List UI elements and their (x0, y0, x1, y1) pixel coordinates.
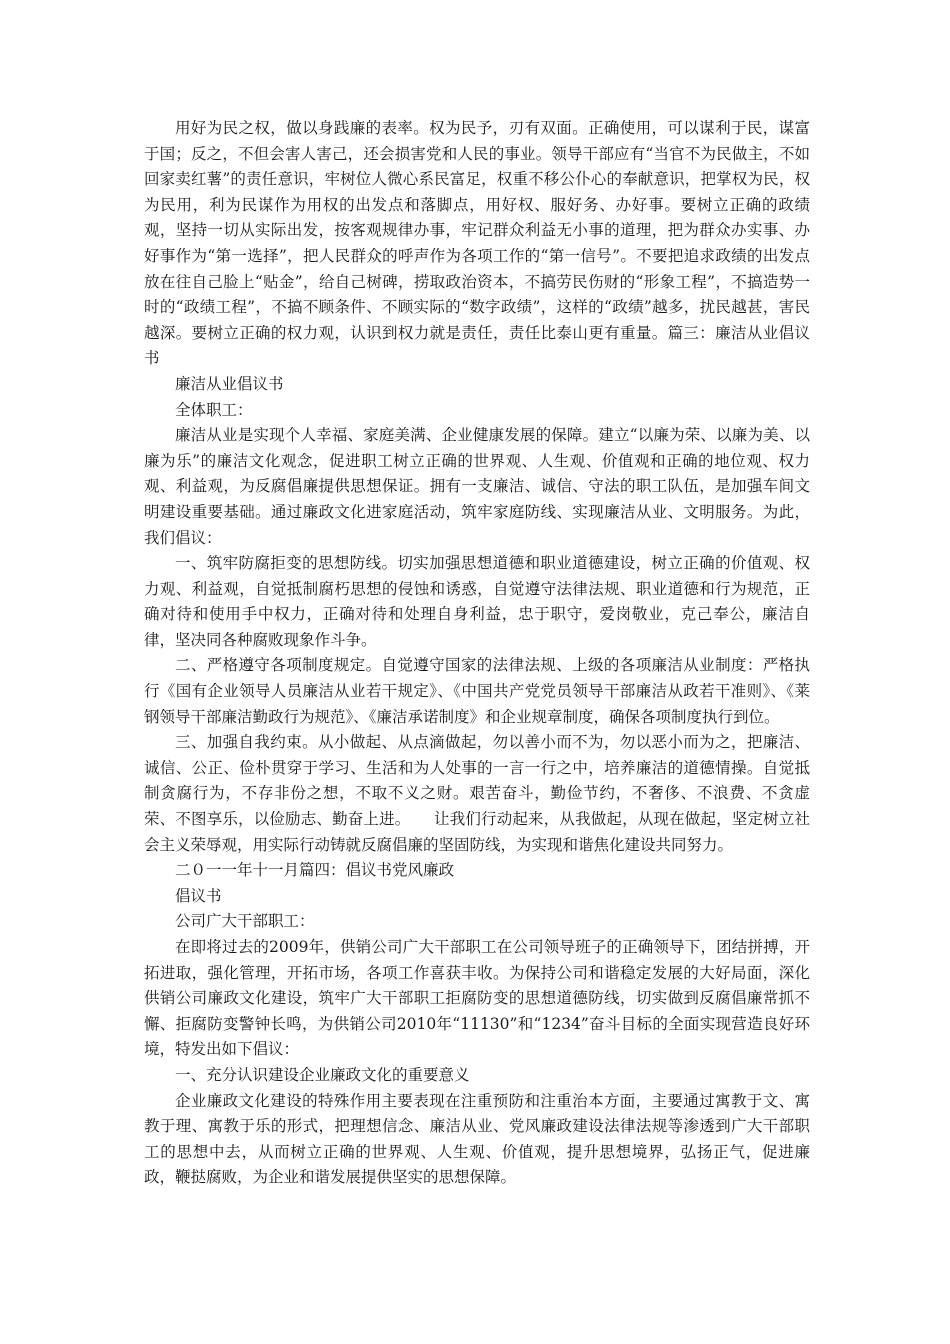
date-line: 二０一一年十一月篇四：倡议书党风廉政 (175, 861, 455, 880)
paragraph-power-for-people: 用好为民之权，做以身践廉的表率。权为民予，刃有双面。正确使用，可以谋利于民，谋富于国；反之，不但会害人害己，还会损害党和人民的事业。领导干部应有“当官不为民做主，不如回家卖红薯”的责任意识，牢树位人微心系民富足，权重不移公仆心的奉献意识，把掌权为民，权为民用，利为民谋作为用权的出发点和落脚点，用好权、服好务、办好事。要树立正确的政绩观，坚持一切从实际出发，按客观规律办事，牢记群众利益无小事的道理，把为群众办实事、办好事作为“第一选择”，把人民群众的呼声作为各项工作的“第一信号”。不要把追求政绩的出发点放在往自己脸上“贴金”，给自己树碑，捞取政治资本，不搞劳民伤财的“形象工程”，不搞造势一时的“政绩工程”，不搞不顾条件、不顾实际的“数字政绩”，这样的“政绩”越多，扰民越甚，害民越深。要树立正确的权力观，认识到权力就是责任，责任比泰山更有重量。篇三：廉洁从业倡议书 (144, 119, 810, 368)
heading-integrity-proposal: 廉洁从业倡议书 (175, 374, 284, 393)
salutation-cadres-staff: 公司广大干部职工： (175, 912, 315, 931)
paragraph-supply-company: 在即将过去的2009年，供销公司广大干部职工在公司领导班子的正确领导下，团结拼搏，开拓进取，强化管理，开拓市场，各项工作喜获丰收。为保持公司和谐稳定发展的大好局面，深化供销公司廉政文化建设，筑牢广大干部职工拒腐防变的思想道德防线，切实做到反腐倡廉常抓不懈、拒腐防变警钟长鸣，为供销公司2010年“11130”和“1234”奋斗目标的全面实现营造良好环境，特发出如下倡议： (144, 938, 810, 1059)
heading-proposal: 倡议书 (175, 886, 222, 905)
paragraph-point-one: 一、筑牢防腐拒变的思想防线。切实加强思想道德和职业道德建设，树立正确的价值观、权力观、利益观，自觉抵制腐朽思想的侵蚀和诱惑，自觉遵守法律法规、职业道德和行为规范，正确对待和使用手中权力，正确对待和处理自身利益，忠于职守，爱岗敬业，克己奉公，廉洁自律，坚决同各种腐败现象作斗争。 (144, 554, 810, 649)
paragraph-point-two: 二、严格遵守各项制度规定。自觉遵守国家的法律法规、上级的各项廉洁从业制度：严格执行《国有企业领导人员廉洁从业若干规定》、《中国共产党党员领导干部廉洁从政若干准则》、《莱钢领导干部廉洁勤政行为规范》、《廉洁承诺制度》和企业规章制度，确保各项制度执行到位。 (144, 656, 810, 726)
paragraph-point-three: 三、加强自我约束。从小做起、从点滴做起，勿以善小而不为，勿以恶小而为之，把廉洁、诚信、公正、俭朴贯穿于学习、生活和为人处事的一言一行之中，培养廉洁的道德情操。自觉抵制贪腐行为，不存非份之想，不取不义之财。艰苦奋斗，勤俭节约，不奢侈、不浪费、不贪虚荣、不图享乐，以俭励志、勤奋上进。 让我们行动起来，从我做起，从现在做起，坚定树立社会主义荣辱观，用实际行动铸就反腐倡廉的坚固防线，为实现和谐焦化建设共同努力。 (144, 733, 810, 854)
paragraph-integrity-intro: 廉洁从业是实现个人幸福、家庭美满、企业健康发展的保障。建立“以廉为荣、以廉为美、以廉为乐”的廉洁文化观念，促进职工树立正确的世界观、人生观、价值观和正确的地位观、权力观、利益观，为反腐倡廉提供思想保证。拥有一支廉洁、诚信、守法的职工队伍，是加强车间文明建设重要基础。通过廉政文化进家庭活动，筑牢家庭防线、实现廉洁从业、文明服务。为此，我们倡议： (144, 426, 810, 547)
document-body (144, 116, 810, 1191)
salutation-all-staff: 全体职工： (175, 400, 253, 419)
section-heading-one: 一、充分认识建设企业廉政文化的重要意义 (175, 1065, 470, 1084)
paragraph-culture-role: 企业廉政文化建设的特殊作用主要表现在注重预防和注重治本方面，主要通过寓教于文、寓教于理、寓教于乐的形式，把理想信念、廉洁从业、党风廉政建设法律法规等渗透到广大干部职工的思想中去，从而树立正确的世界观、人生观、价值观，提升思想境界，弘扬正气，促进廉政，鞭挞腐败，为企业和谐发展提供坚实的思想保障。 (144, 1091, 810, 1187)
